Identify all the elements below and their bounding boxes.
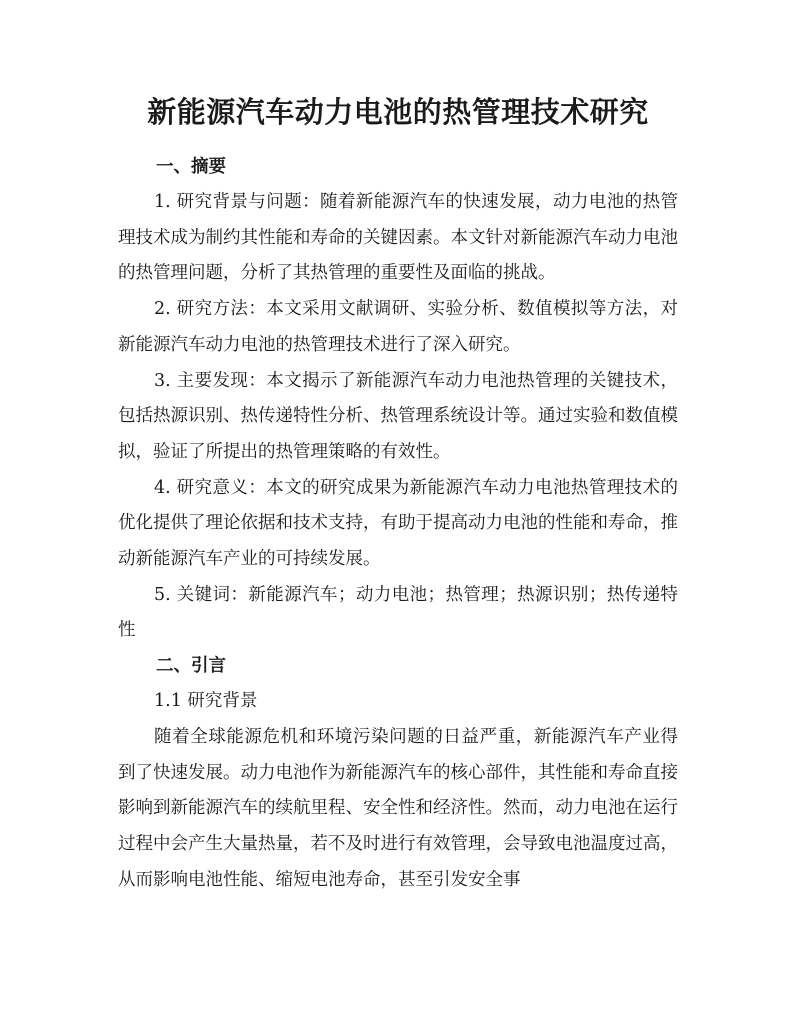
introduction-heading: 二、引言	[156, 656, 226, 677]
abstract-item-keywords: 5. 关键词：新能源汽车；动力电池；热管理；热源识别；热传递特性	[118, 584, 678, 641]
abstract-item-findings: 3. 主要发现：本文揭示了新能源汽车动力电池热管理的关键技术，包括热源识别、热传递特性分析、热管理系统设计等。通过实验和数值模拟，验证了所提出的热管理策略的有效性。	[118, 370, 678, 462]
abstract-heading: 一、摘要	[156, 157, 226, 177]
abstract-item-method: 2. 研究方法：本文采用文献调研、实验分析、数值模拟等方法，对新能源汽车动力电池的热管理技术进行了深入研究。	[118, 299, 678, 355]
document-title: 新能源汽车动力电池的热管理技术研究	[147, 95, 649, 129]
abstract-item-significance: 4. 研究意义：本文的研究成果为新能源汽车动力电池热管理技术的优化提供了理论依据和技术支持，有助于提高动力电池的性能和寿命，推动新能源汽车产业的可持续发展。	[118, 477, 678, 570]
research-background-subheading: 1.1 研究背景	[154, 691, 258, 712]
abstract-item-background: 1. 研究背景与问题：随着新能源汽车的快速发展，动力电池的热管理技术成为制约其性能和寿命的关键因素。本文针对新能源汽车动力电池的热管理问题，分析了其热管理的重要性及面临的挑战。	[118, 192, 678, 284]
introduction-paragraph: 随着全球能源危机和环境污染问题的日益严重，新能源汽车产业得到了快速发展。动力电池作为新能源汽车的核心部件，其性能和寿命直接影响到新能源汽车的续航里程、安全性和经济性。然而，动力电池在运行过程中会产生大量热量，若不及时进行有效管理，会导致电池温度过高，从而影响电池性能、缩短电池寿命，甚至引发安全事	[118, 726, 678, 890]
